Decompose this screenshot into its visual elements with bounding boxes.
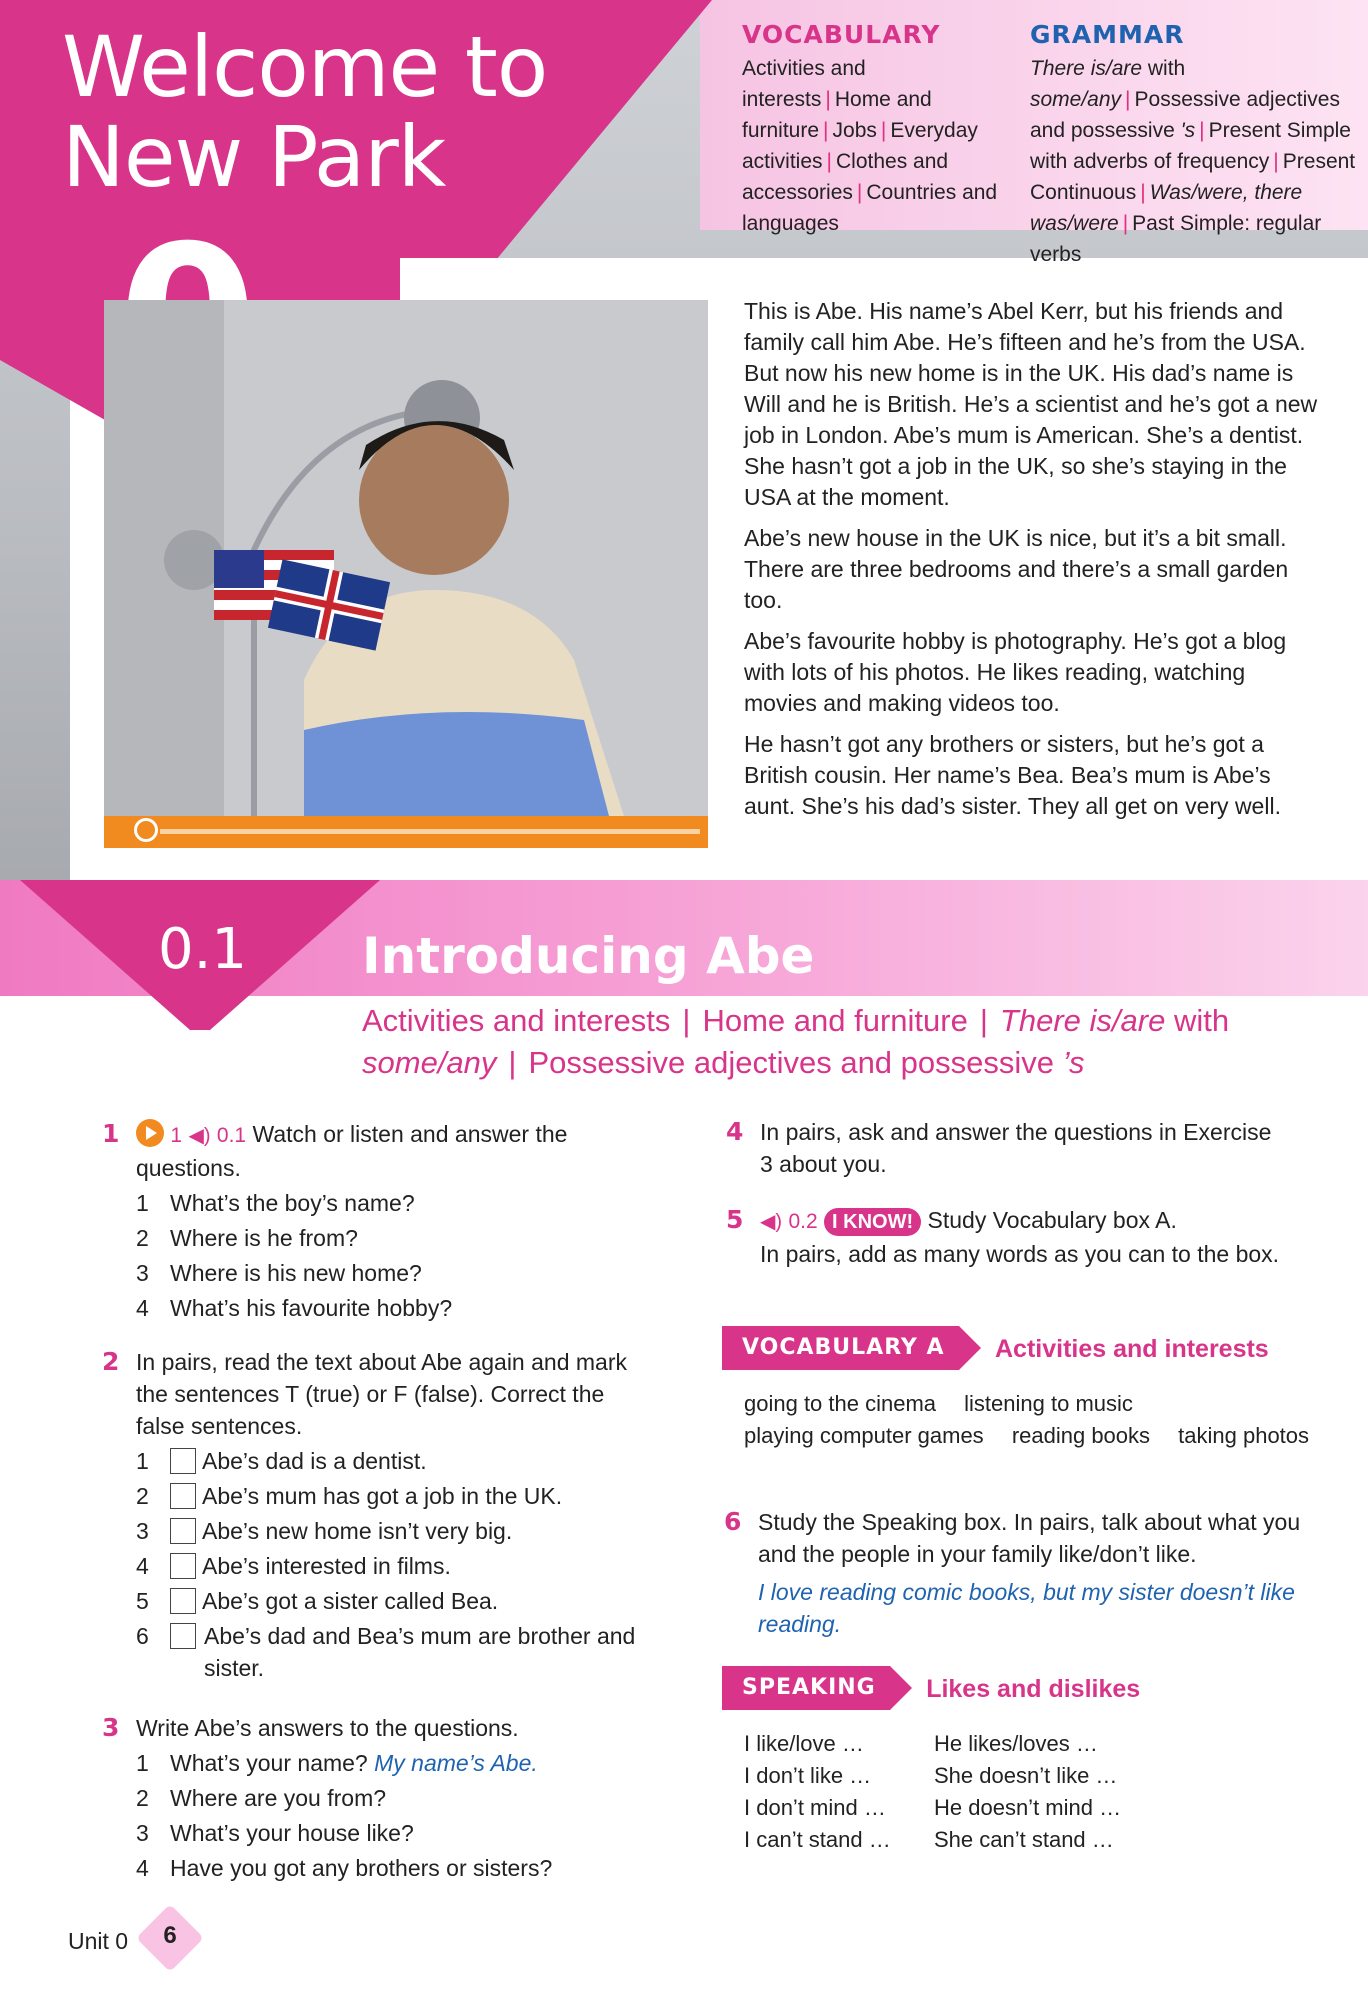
list-item: 2 Where is he from?: [136, 1225, 358, 1251]
unit-title: [62, 18, 622, 206]
question-list: [136, 1747, 636, 1884]
intro-paragraph: Abe’s favourite hobby is photography. He’s got a blog with lots of his photos. He likes reading, watching movies and making videos too.: [744, 628, 1287, 716]
exercise-number: 6: [724, 1507, 742, 1536]
exercise-5: [726, 1204, 1280, 1270]
vocab-item: playing computer games: [744, 1423, 984, 1448]
phrase: I don’t mind …: [744, 1795, 886, 1820]
grammar-topic: 's: [1180, 119, 1196, 142]
list-item: 5 Abe’s got a sister called Bea.: [136, 1588, 499, 1614]
list-item: 1 What’s the boy’s name?: [136, 1190, 415, 1216]
vocabulary-box-tag: VOCABULARY A: [722, 1326, 959, 1370]
grammar-heading: GRAMMAR: [1030, 20, 1185, 49]
answer-checkbox[interactable]: [170, 1623, 196, 1649]
list-item: 6 Abe’s dad and Bea’s mum are brother and sister.: [136, 1623, 636, 1681]
grammar-topic: with: [1147, 57, 1186, 80]
vocab-item: listening to music: [964, 1391, 1133, 1416]
example-sentence: I love reading comic books, but my sister doesn’t like reading.: [758, 1579, 1295, 1637]
intro-text: [744, 296, 1324, 832]
grammar-topic: There is/are: [1030, 57, 1143, 80]
grammar-topic: Present Simple with adverbs of frequency: [1030, 119, 1351, 173]
abe-photo: [104, 300, 708, 816]
grammar-topic: Past Simple: regular verbs: [1030, 212, 1322, 266]
vocab-topic: Jobs: [832, 119, 877, 142]
play-icon[interactable]: [134, 818, 158, 842]
answer-checkbox[interactable]: [170, 1588, 196, 1614]
exercise-instruction: In pairs, ask and answer the questions in Exercise 3 about you.: [760, 1119, 1272, 1177]
audio-ref: 0.2: [788, 1210, 818, 1233]
exercise-number: 3: [102, 1713, 120, 1742]
exercise-number: 4: [726, 1117, 744, 1146]
list-item: 3 What’s your house like?: [136, 1820, 414, 1846]
grammar-topic: Was/were, there was/were: [1030, 181, 1303, 235]
list-item: 4 Abe’s interested in films.: [136, 1553, 451, 1579]
exercise-instruction: In pairs, read the text about Abe again and mark the sentences T (true) or F (false). Correct the false sentences.: [136, 1349, 627, 1439]
audio-ref: 0.1: [216, 1124, 247, 1147]
answer-checkbox[interactable]: [170, 1448, 196, 1474]
exercise-6: [724, 1506, 1324, 1640]
section-subtitle: Activities and interests | Home and furniture | There is/are with some/any | Possessive adjectives and possessive ’s: [362, 1003, 1230, 1080]
phrase: I like/love …: [744, 1731, 864, 1756]
exercise-instruction: In pairs, add as many words as you can to the box.: [760, 1241, 1280, 1267]
list-item: 3 Abe’s new home isn’t very big.: [136, 1518, 513, 1544]
vocab-item: taking photos: [1178, 1423, 1310, 1448]
grammar-topic: some/any: [1030, 88, 1122, 111]
unit-title-line-2: New Park: [62, 108, 446, 206]
exercise-instruction: Write Abe’s answers to the questions.: [136, 1715, 519, 1741]
phrase: I can’t stand …: [744, 1827, 891, 1852]
exercise-4: [726, 1116, 1280, 1180]
phrase: She doesn’t like …: [934, 1763, 1118, 1788]
true-false-list: [136, 1445, 636, 1684]
exercise-instruction: Study the Speaking box. In pairs, talk about what you and the people in your family like/don’t like.: [758, 1509, 1301, 1567]
grammar-topic: Present Continuous: [1030, 150, 1356, 204]
vocab-topic: Home and furniture: [742, 88, 932, 142]
video-icon[interactable]: [136, 1119, 164, 1147]
page-number: 6: [163, 1922, 177, 1949]
exercise-instruction: Study Vocabulary box A.: [927, 1207, 1177, 1233]
list-item: 1 Abe’s dad is a dentist.: [136, 1448, 427, 1474]
unit-title-line-1: Welcome to: [62, 18, 548, 116]
exercise-number: 1: [102, 1119, 120, 1148]
vocab-item: reading books: [1011, 1423, 1151, 1448]
speaking-box: [722, 1666, 1342, 1856]
section-number: 0.1: [158, 917, 248, 982]
grammar-topic: Possessive adjectives and possessive: [1030, 88, 1340, 142]
video-track: [160, 829, 700, 834]
i-know-badge: I KNOW!: [824, 1208, 921, 1236]
list-item: 2 Abe’s mum has got a job in the UK.: [136, 1483, 563, 1509]
exercise-2: [102, 1346, 636, 1684]
audio-icon[interactable]: ◀): [760, 1211, 783, 1233]
list-item: 2 Where are you from?: [136, 1785, 387, 1811]
intro-paragraph: Abe’s new house in the UK is nice, but it’s a bit small. There are three bedrooms and there’s a small garden too.: [744, 525, 1289, 613]
audio-icon[interactable]: ◀): [188, 1125, 211, 1147]
vocabulary-box-title: Activities and interests: [995, 1335, 1269, 1364]
vocab-topic: Countries and languages: [742, 181, 998, 235]
answer-checkbox[interactable]: [170, 1553, 196, 1579]
exercise-3: [102, 1712, 636, 1884]
video-ref: 1: [170, 1124, 183, 1147]
exercise-number: 5: [726, 1205, 744, 1234]
phrase: I don’t like …: [744, 1763, 872, 1788]
exercise-number: 2: [102, 1347, 120, 1376]
list-item: 1 What’s your name? My name’s Abe.: [136, 1750, 538, 1776]
speaking-box-title: Likes and dislikes: [926, 1675, 1141, 1704]
answer-checkbox[interactable]: [170, 1518, 196, 1544]
vocabulary-heading: VOCABULARY: [742, 20, 941, 49]
vocab-topic: Clothes and accessories: [742, 150, 949, 204]
vocab-topic: Activities and interests: [742, 57, 866, 111]
unit-label: Unit 0: [68, 1928, 129, 1954]
vocabulary-box: [722, 1326, 1342, 1452]
question-list: [136, 1187, 636, 1324]
list-item: 4 What’s his favourite hobby?: [136, 1295, 453, 1321]
section-title: Introducing Abe: [362, 927, 815, 985]
grammar-topics: GRAMMAR There is/are with some/any | Possessive adjectives and possessive 's | Present Simple with adverbs of frequency | Present Continuous | Was/were, there was/were | Past Simple: regular verbs: [1030, 20, 1364, 270]
vocab-topic: Everyday activities: [742, 119, 978, 173]
exercise-instruction: Watch or listen and answer the questions.: [136, 1121, 568, 1181]
answer-checkbox[interactable]: [170, 1483, 196, 1509]
phrase: He doesn’t mind …: [934, 1795, 1122, 1820]
vocab-item: going to the cinema: [744, 1391, 937, 1416]
vocabulary-topics: VOCABULARY Activities and interests | Home and furniture | Jobs | Everyday activities | Clothes and accessories | Countries and languages: [742, 20, 1012, 239]
exercise-1: [102, 1118, 636, 1324]
intro-paragraph: This is Abe. His name’s Abel Kerr, but his friends and family call him Abe. He’s fifteen and he’s from the USA. But now his new home is in the UK. His dad’s name is Will and he is British. He’s a scientist and he’s got a new job in London. Abe’s mum is American. She’s a dentist. She hasn’t got a job in the UK, so she’s staying in the USA at the moment.: [744, 298, 1318, 510]
phrase: She can’t stand …: [934, 1827, 1114, 1852]
speaking-box-tag: SPEAKING: [722, 1666, 890, 1710]
list-item: 3 Where is his new home?: [136, 1260, 422, 1286]
list-item: 4 Have you got any brothers or sisters?: [136, 1855, 553, 1881]
phrase: He likes/loves …: [934, 1731, 1098, 1756]
example-answer: My name’s Abe.: [374, 1750, 538, 1776]
intro-paragraph: He hasn’t got any brothers or sisters, but he’s got a British cousin. Her name’s Bea. Bea’s mum is Abe’s aunt. She’s his dad’s sister. They all get on very well.: [744, 731, 1281, 819]
